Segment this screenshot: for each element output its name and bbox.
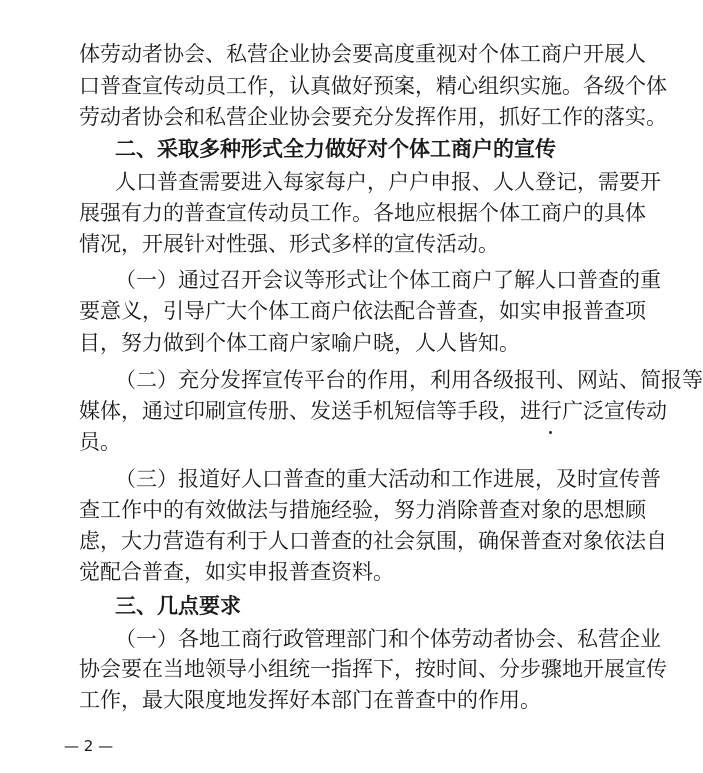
text-line: 媒体，通过印刷宣传册、发送手机短信等手段，进行广泛宣传动	[79, 399, 667, 423]
page-number: — 2 —	[64, 737, 114, 755]
text-line: 目，努力做到个体工商户家喻户晓，人人皆知。	[79, 331, 520, 355]
scan-speck	[549, 431, 552, 434]
text-line: 协会要在当地领导小组统一指挥下，按时间、分步骤地开展宣传	[79, 657, 667, 681]
text-line: （一）各地工商行政管理部门和个体劳动者协会、私营企业	[115, 627, 661, 651]
text-line: 虑，大力营造有利于人口普查的社会氛围，确保普查对象依法自	[79, 529, 667, 553]
section-heading: 三、几点要求	[115, 594, 241, 618]
text-line: 要意义，引导广大个体工商户依法配合普查，如实申报普查项	[79, 299, 646, 323]
text-line: 展强有力的普查宣传动员工作。各地应根据个体工商户的具体	[79, 201, 646, 225]
text-line: （一）通过召开会议等形式让个体工商户了解人口普查的重	[115, 268, 661, 292]
text-line: 工作，最大限度地发挥好本部门在普查中的作用。	[79, 688, 541, 712]
text-line: 情况，开展针对性强、形式多样的宣传活动。	[79, 232, 499, 256]
text-line: 体劳动者协会、私营企业协会要高度重视对个体工商户开展人	[79, 42, 646, 66]
section-heading: 二、采取多种形式全力做好对个体工商户的宣传	[115, 137, 556, 161]
text-line: 人口普查需要进入每家每户，户户申报、人人登记，需要开	[115, 170, 661, 194]
text-line: 劳动者协会和私营企业协会要充分发挥作用，抓好工作的落实。	[79, 105, 667, 129]
text-line: 员。	[79, 430, 121, 454]
text-line: 口普查宣传动员工作，认真做好预案，精心组织实施。各级个体	[79, 74, 667, 98]
text-line: 查工作中的有效做法与措施经验，努力消除普查对象的思想顾	[79, 498, 646, 522]
text-line: （二）充分发挥宣传平台的作用，利用各级报刊、网站、简报等	[115, 368, 703, 392]
text-line: 觉配合普查，如实申报普查资料。	[79, 560, 394, 584]
text-line: （三）报道好人口普查的重大活动和工作进展，及时宣传普	[115, 467, 661, 491]
